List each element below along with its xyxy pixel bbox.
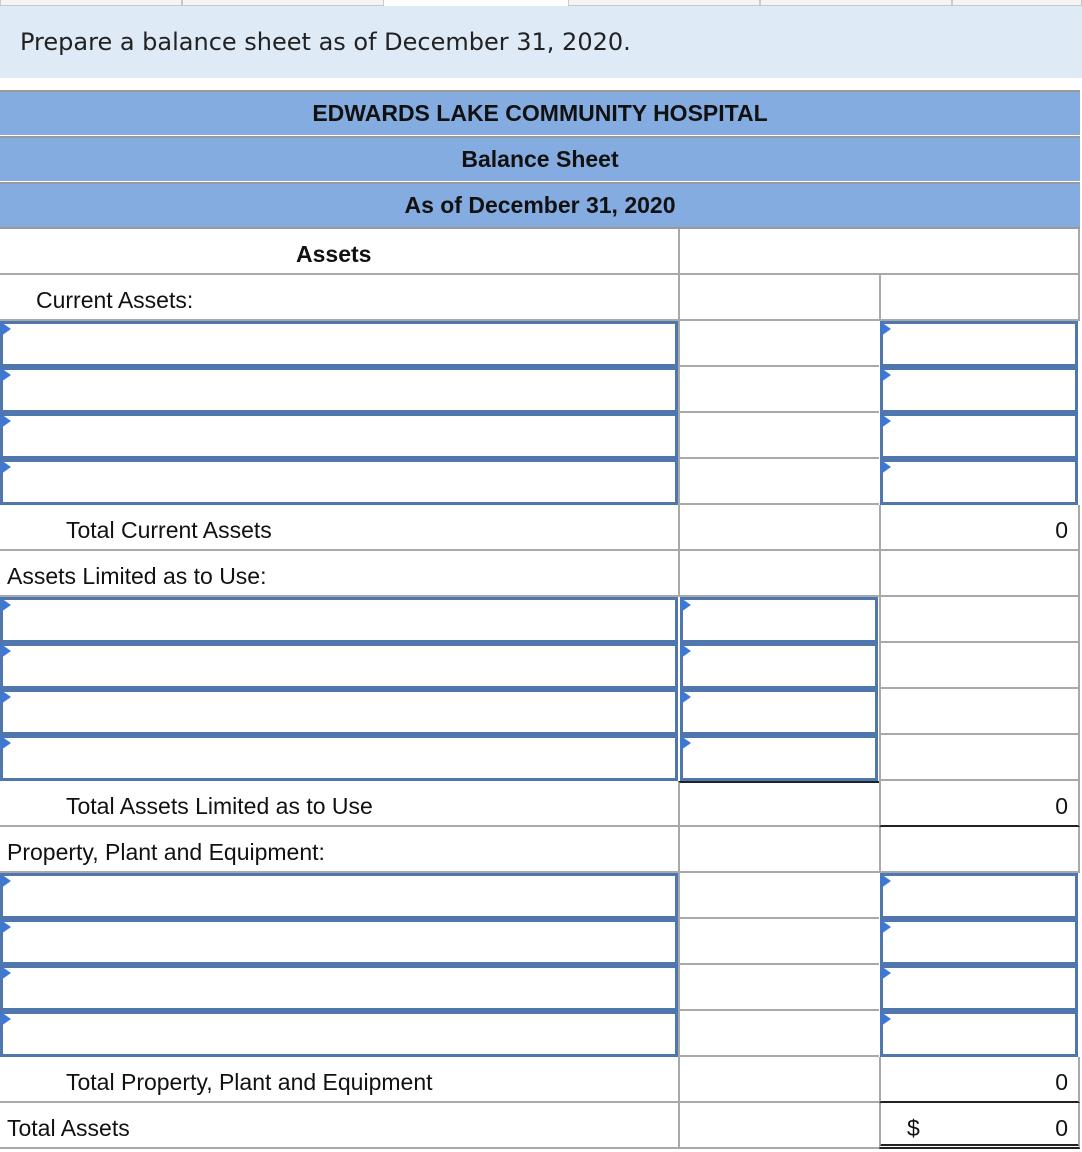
current-asset-account-select[interactable] [0,367,678,413]
alu-amount-input[interactable] [680,689,878,735]
current-asset-row-1 [0,321,1082,367]
total-alu-value: 0 [1055,793,1068,819]
total-ppe-row [0,1057,1082,1103]
ppe-row-3 [0,965,1082,1011]
current-assets-label: Current Assets: [36,287,194,313]
ppe-account-select[interactable] [0,1011,678,1057]
total-ppe-label: Total Property, Plant and Equipment [66,1069,433,1095]
total-assets-label: Total Assets [7,1115,130,1141]
assets-heading: Assets [296,241,372,267]
alu-account-select[interactable] [0,597,678,643]
alu-label: Assets Limited as to Use: [7,563,267,589]
alu-row-1 [0,597,1082,643]
ppe-amount-input[interactable] [880,1011,1078,1057]
current-asset-amount-input[interactable] [880,459,1078,505]
ppe-amount-input[interactable] [880,965,1078,1011]
alu-row-3 [0,689,1082,735]
alu-amount-input[interactable] [680,597,878,643]
current-asset-amount-input[interactable] [880,367,1078,413]
ppe-label: Property, Plant and Equipment: [7,839,325,865]
alu-amount-input[interactable] [680,643,878,689]
alu-row-4 [0,735,1082,781]
statement-header: Balance Sheet [0,136,1080,181]
entity-header: EDWARDS LAKE COMMUNITY HOSPITAL [0,90,1080,135]
prompt-text: Prepare a balance sheet as of December 31, 2020. [20,28,631,56]
total-alu-label: Total Assets Limited as to Use [66,793,373,819]
total-assets-value: 0 [1055,1115,1068,1141]
date-header: As of December 31, 2020 [0,182,1080,229]
ppe-row-2 [0,919,1082,965]
current-asset-account-select[interactable] [0,321,678,367]
total-alu-row [0,781,1082,827]
current-asset-account-select[interactable] [0,459,678,505]
alu-account-select[interactable] [0,735,678,781]
alu-account-select[interactable] [0,643,678,689]
ppe-row-4 [0,1011,1082,1057]
current-asset-amount-input[interactable] [880,321,1078,367]
ppe-row-1 [0,873,1082,919]
alu-label-row [0,551,1082,597]
total-ppe-value: 0 [1055,1069,1068,1095]
current-asset-row-3 [0,413,1082,459]
total-current-assets-value: 0 [1055,517,1068,543]
question-prompt [0,6,1082,78]
alu-account-select[interactable] [0,689,678,735]
ppe-label-row [0,827,1082,873]
alu-amount-input[interactable] [680,735,878,781]
current-asset-row-2 [0,367,1082,413]
ppe-amount-input[interactable] [880,919,1078,965]
ppe-account-select[interactable] [0,873,678,919]
alu-row-2 [0,643,1082,689]
ppe-amount-input[interactable] [880,873,1078,919]
total-current-assets-row [0,505,1082,551]
ppe-account-select[interactable] [0,965,678,1011]
total-assets-row [0,1103,1082,1149]
ppe-account-select[interactable] [0,919,678,965]
current-asset-row-4 [0,459,1082,505]
current-asset-account-select[interactable] [0,413,678,459]
current-asset-amount-input[interactable] [880,413,1078,459]
current-assets-label-row [0,275,1082,321]
total-current-assets-label: Total Current Assets [66,517,272,543]
assets-heading-row [0,229,1082,275]
currency-symbol: $ [907,1115,920,1141]
